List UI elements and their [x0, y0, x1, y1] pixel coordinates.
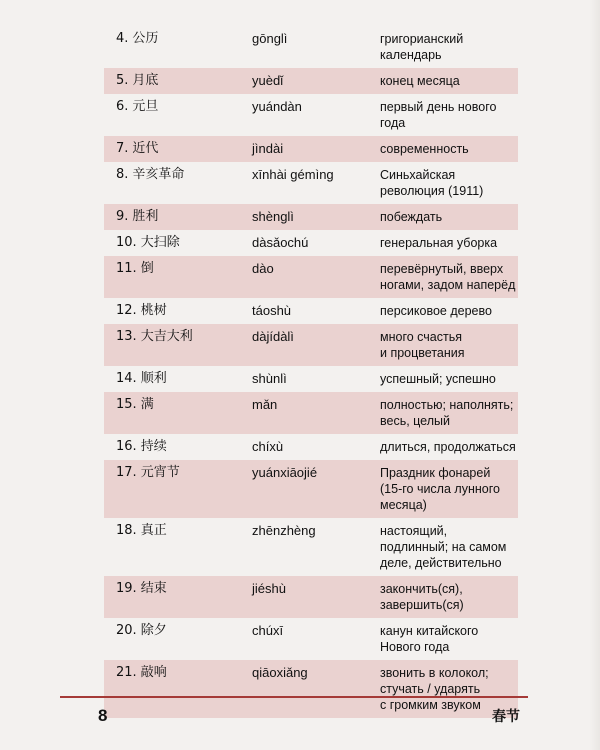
vocab-row: [104, 230, 518, 256]
vocab-translation: персиковое дерево: [380, 304, 492, 318]
footer-rule: [60, 696, 528, 698]
vocab-hanzi: 敲响: [140, 665, 167, 680]
page-edge-shadow: [590, 0, 600, 750]
vocab-word: [104, 31, 252, 47]
vocab-row: [104, 392, 518, 434]
vocab-number: 9.: [116, 209, 129, 224]
vocab-row: [104, 162, 518, 204]
vocab-number: 5.: [116, 73, 129, 88]
vocab-pinyin: jìndài: [252, 141, 284, 156]
vocab-row: [104, 366, 518, 392]
vocab-row: [104, 68, 518, 94]
vocab-translation: генеральная уборка: [380, 236, 498, 250]
vocab-word: [104, 303, 252, 319]
vocab-number: 21.: [116, 665, 137, 680]
vocab-hanzi: 近代: [132, 141, 159, 156]
vocab-number: 7.: [116, 141, 129, 156]
vocab-pinyin: shènglì: [252, 209, 294, 224]
vocab-row: [104, 460, 518, 518]
vocab-translation: полностью; наполнять; весь, целый: [380, 398, 514, 428]
vocab-hanzi: 大扫除: [140, 235, 180, 250]
vocab-word: [104, 581, 252, 597]
vocab-hanzi: 辛亥革命: [132, 167, 185, 182]
vocab-translation: закончить(ся), завершить(ся): [380, 582, 464, 612]
vocab-row: [104, 204, 518, 230]
vocab-word: [104, 235, 252, 251]
vocab-translation: современность: [380, 142, 469, 156]
vocab-number: 15.: [116, 397, 137, 412]
vocab-hanzi: 大吉大利: [140, 329, 193, 344]
vocab-hanzi: 桃树: [140, 303, 167, 318]
vocab-hanzi: 结束: [140, 581, 167, 596]
vocab-pinyin: yuánxiāojié: [252, 465, 318, 480]
vocab-pinyin: qiāoxiǎng: [252, 665, 308, 680]
vocab-pinyin: chúxī: [252, 623, 284, 638]
vocab-hanzi: 倒: [140, 261, 154, 276]
vocab-row: [104, 256, 518, 298]
vocab-number: 19.: [116, 581, 137, 596]
vocab-pinyin: xīnhài gémìng: [252, 167, 334, 182]
vocab-pinyin: yuèdǐ: [252, 73, 284, 88]
vocab-pinyin: mǎn: [252, 397, 278, 412]
vocab-pinyin: shùnlì: [252, 371, 287, 386]
vocab-hanzi: 元宵节: [140, 465, 180, 480]
vocab-word: [104, 665, 252, 681]
vocab-pinyin: dào: [252, 261, 274, 276]
vocab-row: [104, 298, 518, 324]
vocab-row: [104, 136, 518, 162]
vocab-number: 20.: [116, 623, 137, 638]
vocab-word: [104, 371, 252, 387]
page-number: 8: [98, 706, 108, 725]
vocab-hanzi: 顺利: [140, 371, 167, 386]
vocab-hanzi: 除夕: [140, 623, 167, 638]
vocab-hanzi: 公历: [132, 31, 159, 46]
vocab-row: [104, 618, 518, 660]
vocab-word: [104, 623, 252, 639]
vocab-translation: длиться, продолжаться: [380, 440, 516, 454]
vocab-hanzi: 满: [140, 397, 154, 412]
vocab-row: [104, 26, 518, 68]
vocab-translation: много счастья и процветания: [380, 330, 465, 360]
vocab-number: 8.: [116, 167, 129, 182]
vocab-translation: Праздник фонарей (15-го числа лунного месяца): [380, 466, 500, 512]
vocab-word: [104, 397, 252, 413]
vocab-hanzi: 月底: [132, 73, 159, 88]
vocab-translation: первый день нового года: [380, 100, 497, 130]
vocab-pinyin: zhēnzhèng: [252, 523, 316, 538]
vocab-number: 16.: [116, 439, 137, 454]
vocab-word: [104, 439, 252, 455]
vocab-translation: побеждать: [380, 210, 443, 224]
vocab-number: 11.: [116, 261, 137, 276]
vocab-hanzi: 持续: [140, 439, 167, 454]
vocab-row: [104, 94, 518, 136]
vocab-number: 6.: [116, 99, 129, 114]
vocab-word: [104, 167, 252, 183]
vocab-hanzi: 胜利: [132, 209, 159, 224]
section-title: 春节: [492, 709, 520, 725]
vocab-translation: канун китайского Нового года: [380, 624, 479, 654]
vocab-number: 4.: [116, 31, 129, 46]
vocab-translation: настоящий, подлинный; на самом деле, действительно: [380, 524, 507, 570]
vocab-pinyin: dàsǎochú: [252, 235, 309, 250]
vocab-row: [104, 324, 518, 366]
vocab-translation: звонить в колокол; стучать / ударять с громким звуком: [380, 666, 489, 712]
vocab-word: [104, 209, 252, 225]
vocab-pinyin: yuándàn: [252, 99, 302, 114]
vocab-pinyin: dàjídàlì: [252, 329, 294, 344]
vocab-word: [104, 261, 252, 277]
vocab-pinyin: chíxù: [252, 439, 284, 454]
vocab-word: [104, 523, 252, 539]
vocab-translation: григорианский календарь: [380, 32, 464, 62]
vocab-number: 14.: [116, 371, 137, 386]
vocab-word: [104, 73, 252, 89]
vocab-number: 13.: [116, 329, 137, 344]
vocab-word: [104, 99, 252, 115]
vocab-row: [104, 576, 518, 618]
vocab-word: [104, 465, 252, 481]
vocab-number: 17.: [116, 465, 137, 480]
vocab-hanzi: 元旦: [132, 99, 159, 114]
vocab-translation: конец месяца: [380, 74, 460, 88]
vocab-hanzi: 真正: [140, 523, 167, 538]
vocab-word: [104, 329, 252, 345]
vocab-number: 10.: [116, 235, 137, 250]
vocab-row: [104, 518, 518, 576]
vocab-number: 18.: [116, 523, 137, 538]
vocabulary-table: [104, 26, 518, 718]
vocab-row: [104, 434, 518, 460]
vocab-row: [104, 660, 518, 718]
vocab-translation: Синьхайская революция (1911): [380, 168, 484, 198]
vocab-translation: перевёрнутый, вверх ногами, задом наперёд: [380, 262, 516, 292]
vocab-pinyin: táoshù: [252, 303, 292, 318]
vocab-pinyin: jiéshù: [252, 581, 286, 596]
vocab-word: [104, 141, 252, 157]
vocab-pinyin: gōnglì: [252, 31, 288, 46]
vocab-number: 12.: [116, 303, 137, 318]
vocab-translation: успешный; успешно: [380, 372, 496, 386]
